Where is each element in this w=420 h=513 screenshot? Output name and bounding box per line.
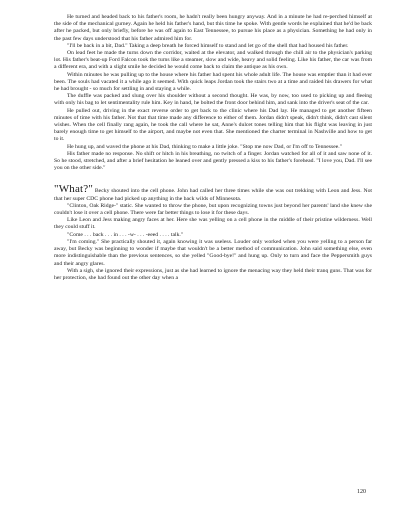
paragraph: His father made no response. No shift or hitch in his breathing, no twitch of a finger. Jordan watched for all of it and saw none of it. So he stood, stretched, and after a brief hesitation he leaned over and gently pressed a kiss to his father's forehead. "I love you, Dad. I'll see you on the other side." [54,150,372,172]
paragraph: Like Leon and Jess making angry faces at her. Here she was yelling on a cell phone in the middle of their pristine wilderness. Well they could stuff it. [54,217,372,231]
paragraph: He hung up, and waved the phone at his Dad, thinking to make a little joke. "Stop me now Dad, or I'm off to Tennessee." [67,143,343,150]
paragraph: The duffle was packed and slung over his shoulder without a second thought. He was, by now, too used to picking up and fleeing with only his bag to let sentimentality rule him. Key in hand, he bolted the front door behind him, and sank into the driver's seat of the car. [54,93,372,107]
paragraph: He turned and headed back to his father's room, he hadn't really been hungry anyway. And in a minute he had re-perched himself at the side of the mechanical gurney. Again he held his father's hand, but this time he spoke. With gentle words he explained that he'd be back after he packed, but only briefly, before he was off again to East Tennessee, to pursue his place as a physician. Something he had only in the past few days understood that his father admired him for. [54,14,372,42]
section-break [54,172,372,186]
drop-cap: "What?" [54,183,94,196]
paragraph: With a sigh, she ignored their expressions, just as she had learned to ignore the menacing way they held their tranq guns. That was for her protection, she had found out the other day when a [54,267,372,281]
opening-text: Becky shouted into the cell phone. John had called her three times while she was out trekking with Leon and Jess. Not that her super CDC phone had picked up anything in the back wilds of Minnesota. [54,188,372,202]
paragraph: He pulled out, driving in the exact reverse order to get back to the clinic where his Dad lay. He managed to get another fifteen minutes of time with his father. Not that that time made any difference to either of them. Jordan didn't speak, didn't think, didn't cast silent wishes. When the cell finally rang again, he took the call where he sat, Anne's dulcet tones telling him that his flight was leaving in just barely enough time to get himself to the airport, and maybe not even that. She mentioned the charter terminal in Nashville and how to get to it. [54,107,372,143]
section-opening-paragraph [54,183,372,202]
paragraph: "Clinton, Oak Ridge-" static. She wanted to throw the phone, but upon recognizing towns just beyond her parents' land she knew she couldn't lose it over a cell phone. There were far better things to lose it for these days. [54,202,372,217]
paragraph: "I'll be back in a bit, Dad." Taking a deep breath he forced himself to stand and let go of the shell that had housed his father. [67,42,349,49]
page-number: 120 [357,489,366,495]
paragraph: "I'm coming." She practically shouted it, again knowing it was useless. Louder only worked when you were yelling to a person far away, but Becky was beginning to wonder if maybe that wouldn't be a better method of communication. John said something else, even more indistinguishable than the previous sentences, so she yelled "Good-bye!" and hung up. Only to turn and face the Peppersmith guys and their angry glares. [54,238,372,267]
paragraph: "Come . . . back . . . in . . . -w- . . . -eeed . . . . talk." [67,231,184,238]
page-body [54,14,372,282]
paragraph: On lead feet he made the turns down the corridor, waited at the elevator, and walked through the chill air to the physician's parking lot. His father's beat-up Ford Falcon took the turns like a steamer, slow and wide, heavy and solid feeling. Like his father, the car was from a different era, and with a slight smile he decided he would come back to claim the antique as his own. [54,50,372,71]
paragraph: Within minutes he was pulling up to the house where his father had spent his whole adult life. The house was emptier than it had ever been. The souls had vacated it a while ago it seemed. With quick leaps Jordan took the stairs two at a time and raided his drawers for what he had brought - so much for settling in and staying a while. [54,71,372,93]
